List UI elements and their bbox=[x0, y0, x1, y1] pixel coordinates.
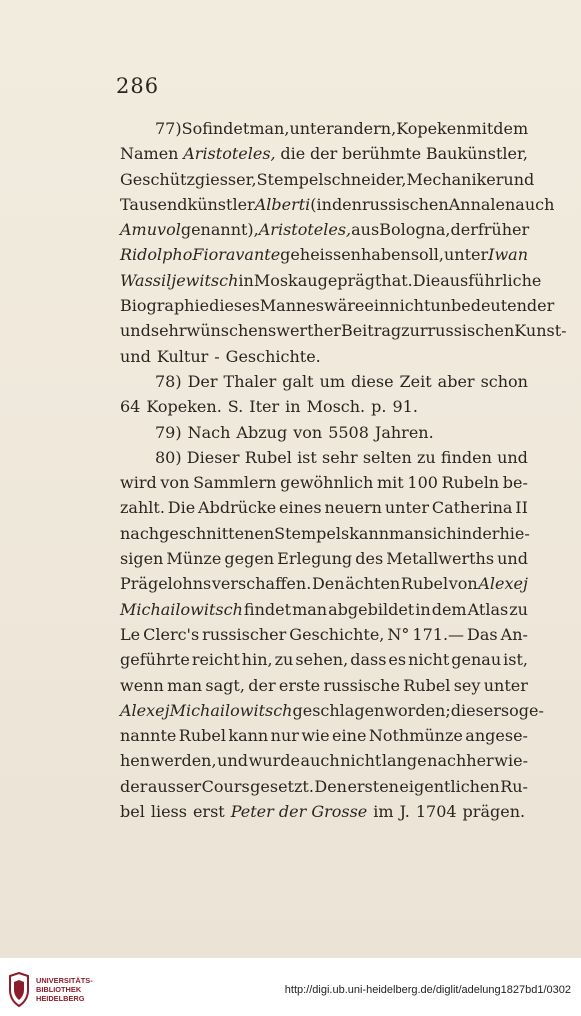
word: wenn bbox=[120, 675, 164, 695]
word: nachher bbox=[427, 751, 494, 771]
word: Iter bbox=[249, 397, 280, 417]
word: kann bbox=[228, 726, 269, 746]
word: Geschichte. bbox=[225, 346, 321, 366]
source-url[interactable]: http://digi.ub.uni-heidelberg.de/diglit/adelung1827bd1/0302 bbox=[284, 984, 571, 996]
word: nicht bbox=[340, 751, 382, 771]
word: des bbox=[355, 549, 384, 569]
word: Nach bbox=[187, 422, 231, 442]
word: gesetzt. bbox=[250, 776, 314, 796]
word: auch bbox=[300, 751, 340, 771]
page-number: 286 bbox=[116, 74, 160, 98]
word: prägen. bbox=[462, 802, 526, 822]
word: aus bbox=[351, 220, 380, 240]
word: p. bbox=[371, 397, 387, 417]
text-line bbox=[120, 141, 528, 166]
word: mit bbox=[466, 119, 494, 138]
italic-word: Amuvol bbox=[120, 220, 181, 240]
word: wie bbox=[301, 726, 330, 746]
word: (in bbox=[310, 194, 332, 214]
word: reicht bbox=[191, 650, 240, 670]
word: man bbox=[292, 599, 328, 619]
word: haben bbox=[360, 245, 411, 265]
word: Zeit bbox=[399, 371, 432, 391]
word: hat. bbox=[381, 270, 413, 290]
word: findet bbox=[202, 119, 250, 138]
word: gegen bbox=[224, 549, 275, 569]
italic-word: Michailowitsch bbox=[169, 700, 293, 720]
word: dieser bbox=[450, 700, 501, 720]
word: unter bbox=[384, 498, 429, 518]
word: erste bbox=[278, 675, 321, 695]
text-line bbox=[120, 748, 528, 773]
word: neuern bbox=[324, 498, 382, 518]
word: hin, bbox=[241, 650, 273, 670]
word: 1704 bbox=[415, 802, 457, 822]
text-line bbox=[120, 420, 528, 445]
word: unter bbox=[289, 119, 334, 138]
word: dem bbox=[493, 119, 529, 138]
text-line bbox=[120, 698, 544, 723]
italic-word: Alberti bbox=[254, 194, 311, 214]
word: Kopeken. bbox=[146, 397, 222, 417]
word: unbedeutender bbox=[430, 296, 555, 316]
text-line bbox=[120, 369, 528, 394]
word: russischer bbox=[202, 624, 287, 644]
word: in bbox=[238, 270, 254, 290]
word: So bbox=[181, 119, 203, 138]
word: ersten bbox=[347, 776, 399, 796]
text-line bbox=[120, 774, 528, 799]
word: russischen bbox=[427, 321, 515, 341]
viewer-footer bbox=[0, 958, 581, 1016]
word: Münze bbox=[166, 549, 222, 569]
text-line bbox=[120, 242, 528, 267]
text-line bbox=[120, 799, 528, 824]
word: Biographie bbox=[120, 296, 210, 316]
word: Ru- bbox=[500, 776, 528, 796]
word: ausser bbox=[147, 776, 202, 796]
text-line bbox=[120, 546, 528, 571]
word: 91. bbox=[392, 397, 418, 417]
word: werden, bbox=[150, 751, 217, 771]
word: Tausendkünstler bbox=[120, 194, 255, 214]
text-line bbox=[120, 293, 555, 318]
word: Annalen bbox=[448, 194, 516, 214]
word: nachgeschnittenen bbox=[120, 523, 275, 543]
italic-word: Fioravante bbox=[192, 245, 281, 265]
word: russische bbox=[323, 675, 400, 695]
word: Stempelschneider, bbox=[256, 169, 407, 189]
word: Rubel bbox=[178, 726, 226, 746]
word: Abzug bbox=[236, 422, 288, 442]
text-line bbox=[120, 318, 567, 343]
word: 100 bbox=[407, 473, 438, 493]
word: geheissen bbox=[280, 245, 361, 265]
word: zur bbox=[401, 321, 428, 341]
italic-word: Ridolpho bbox=[120, 245, 193, 265]
word: Den bbox=[314, 776, 347, 796]
word: Kultur bbox=[156, 346, 209, 366]
word: und bbox=[497, 549, 528, 569]
word: Nothmünze bbox=[368, 726, 463, 746]
word: Moskau bbox=[253, 270, 318, 290]
word: 5508 bbox=[328, 422, 369, 442]
word: nicht bbox=[408, 650, 450, 670]
word: man bbox=[389, 523, 425, 543]
word: von bbox=[293, 422, 323, 442]
word: Mechaniker bbox=[406, 169, 504, 189]
word: und bbox=[217, 751, 249, 771]
word: selten bbox=[362, 447, 412, 467]
word: der bbox=[450, 220, 478, 240]
word: Namen bbox=[120, 144, 179, 164]
word: man, bbox=[249, 119, 290, 138]
word: in bbox=[456, 523, 473, 543]
word: 64 bbox=[120, 397, 141, 417]
word: Rubel bbox=[244, 447, 292, 467]
word: Mannes bbox=[259, 296, 325, 316]
word: schon bbox=[480, 371, 528, 391]
italic-word: Peter der Grosse bbox=[230, 802, 368, 822]
word: der bbox=[309, 144, 338, 164]
word: es bbox=[388, 650, 407, 670]
word: Baukünstler, bbox=[425, 144, 528, 164]
body-text bbox=[120, 116, 567, 824]
word: Die bbox=[412, 270, 441, 290]
word: Der bbox=[187, 371, 218, 391]
text-line bbox=[120, 495, 528, 520]
word: wurde bbox=[248, 751, 300, 771]
heidelberg-library-logo-icon bbox=[7, 972, 31, 1008]
word: auch bbox=[515, 194, 555, 214]
word: Rubel bbox=[400, 574, 449, 594]
word: liess bbox=[150, 802, 187, 822]
word: sehr bbox=[150, 321, 187, 341]
word: erst bbox=[192, 802, 225, 822]
library-line: UNIVERSITÄTS- bbox=[36, 976, 93, 985]
word: Das bbox=[467, 624, 498, 644]
word: Mosch. bbox=[306, 397, 366, 417]
word: sich bbox=[424, 523, 457, 543]
word: und bbox=[503, 169, 535, 189]
word: den bbox=[331, 194, 362, 214]
word: Beitrag bbox=[340, 321, 402, 341]
italic-word: Wassiljewitsch bbox=[120, 270, 239, 290]
text-line bbox=[120, 723, 528, 748]
word: und bbox=[120, 321, 151, 341]
word: soge- bbox=[500, 700, 544, 720]
word: genannt), bbox=[180, 220, 259, 240]
word: die bbox=[280, 144, 306, 164]
word: aber bbox=[437, 371, 475, 391]
word: be- bbox=[502, 473, 528, 493]
text-line bbox=[120, 192, 555, 217]
word: An- bbox=[500, 624, 528, 644]
word: ist bbox=[297, 447, 317, 467]
word: berühmte bbox=[342, 144, 422, 164]
word: der bbox=[472, 523, 500, 543]
word: Catherina bbox=[431, 498, 513, 518]
word: nicht bbox=[389, 296, 431, 316]
word: sehr bbox=[322, 447, 358, 467]
word: Atlas bbox=[467, 599, 509, 619]
text-line bbox=[120, 344, 528, 369]
text-line bbox=[120, 167, 535, 192]
word: sagt, bbox=[205, 675, 245, 695]
word: soll, bbox=[410, 245, 444, 265]
word: Den bbox=[311, 574, 345, 594]
word: dass bbox=[350, 650, 387, 670]
word: Abdrücke bbox=[198, 498, 277, 518]
word: Dieser bbox=[186, 447, 240, 467]
word: S. bbox=[227, 397, 244, 417]
word: Geschichte, bbox=[289, 624, 385, 644]
text-line bbox=[120, 268, 542, 293]
word: unter bbox=[444, 245, 489, 265]
word: von bbox=[160, 473, 190, 493]
library-line: BIBLIOTHEK bbox=[36, 985, 82, 994]
word: Metallwerths bbox=[386, 549, 495, 569]
word: finden bbox=[440, 447, 492, 467]
word: mit bbox=[376, 473, 404, 493]
word: lange bbox=[381, 751, 427, 771]
word: Bologna, bbox=[379, 220, 451, 240]
italic-word: Aristoteles, bbox=[183, 144, 276, 164]
word: 171.— bbox=[412, 624, 465, 644]
italic-word: Alexej bbox=[120, 700, 170, 720]
word: bel bbox=[120, 802, 145, 822]
word: wird bbox=[120, 473, 157, 493]
word: dieses bbox=[209, 296, 260, 316]
word: von bbox=[448, 574, 478, 594]
word: 77) bbox=[155, 119, 182, 138]
word: abgebildet bbox=[328, 599, 415, 619]
word: worden; bbox=[384, 700, 451, 720]
word: sehen, bbox=[295, 650, 349, 670]
word: Geschützgiesser, bbox=[120, 169, 257, 189]
word: zu bbox=[274, 650, 294, 670]
word: ächten bbox=[345, 574, 401, 594]
word: verschaffen. bbox=[211, 574, 312, 594]
word: zu bbox=[509, 599, 528, 619]
word: hen bbox=[120, 751, 151, 771]
word: Le bbox=[120, 624, 141, 644]
text-line bbox=[120, 673, 528, 698]
word: gewöhnlich bbox=[280, 473, 374, 493]
word: geführte bbox=[120, 650, 190, 670]
word: um bbox=[319, 371, 346, 391]
word: russischen bbox=[361, 194, 449, 214]
word: angese- bbox=[465, 726, 528, 746]
word: man bbox=[167, 675, 203, 695]
word: genau bbox=[451, 650, 502, 670]
word: Die bbox=[167, 498, 196, 518]
word: findet bbox=[243, 599, 292, 619]
word: geprägt bbox=[317, 270, 382, 290]
word: hie- bbox=[499, 523, 530, 543]
text-line bbox=[120, 571, 528, 596]
word: ist, bbox=[503, 650, 528, 670]
word: Cours bbox=[201, 776, 250, 796]
word: Erlegung bbox=[277, 549, 353, 569]
word: unter bbox=[483, 675, 528, 695]
text-line bbox=[120, 445, 528, 470]
word: 78) bbox=[155, 371, 182, 391]
word: eines bbox=[279, 498, 322, 518]
word: früher bbox=[477, 220, 530, 240]
word: der bbox=[120, 776, 148, 796]
word: wie- bbox=[494, 751, 528, 771]
word: wäre bbox=[324, 296, 365, 316]
word: andern, bbox=[333, 119, 397, 138]
italic-word: Michailowitsch bbox=[120, 599, 243, 619]
text-line bbox=[120, 394, 528, 419]
library-name bbox=[36, 976, 93, 1003]
word: dem bbox=[431, 599, 467, 619]
word: eine bbox=[332, 726, 367, 746]
word: kann bbox=[349, 523, 390, 543]
word: sey bbox=[453, 675, 481, 695]
word: und bbox=[120, 346, 151, 366]
word: N° bbox=[387, 624, 410, 644]
word: diese bbox=[351, 371, 394, 391]
text-line bbox=[120, 622, 528, 647]
italic-word: Aristoteles, bbox=[258, 220, 352, 240]
text-line bbox=[120, 521, 528, 546]
library-line: HEIDELBERG bbox=[36, 994, 85, 1003]
word: Rubel bbox=[403, 675, 451, 695]
word: zu bbox=[416, 447, 436, 467]
italic-word: Iwan bbox=[488, 245, 529, 265]
word: in bbox=[285, 397, 301, 417]
word: Kunst- bbox=[514, 321, 567, 341]
word: Clerc's bbox=[143, 624, 200, 644]
text-line bbox=[120, 597, 528, 622]
word: Rubeln bbox=[441, 473, 500, 493]
word: Jahren. bbox=[374, 422, 434, 442]
word: in bbox=[415, 599, 431, 619]
word: geschlagen bbox=[292, 700, 385, 720]
word: nannte bbox=[120, 726, 177, 746]
text-line bbox=[120, 217, 528, 242]
italic-word: Alexej bbox=[478, 574, 528, 594]
word: 79) bbox=[155, 422, 182, 442]
word: und bbox=[497, 447, 528, 467]
text-line bbox=[120, 470, 528, 495]
text-line bbox=[120, 647, 528, 672]
word: Prägelohns bbox=[120, 574, 212, 594]
word: 80) bbox=[155, 447, 182, 467]
word: zahlt. bbox=[120, 498, 165, 518]
word: galt bbox=[282, 371, 314, 391]
word: II bbox=[515, 498, 528, 518]
word: nur bbox=[270, 726, 299, 746]
word: ausführliche bbox=[440, 270, 542, 290]
word: eigentlichen bbox=[399, 776, 500, 796]
text-line bbox=[120, 116, 528, 141]
word: wünschenswerther bbox=[186, 321, 341, 341]
word: - bbox=[214, 346, 220, 366]
word: sigen bbox=[120, 549, 164, 569]
word: im bbox=[373, 802, 394, 822]
word: der bbox=[248, 675, 276, 695]
word: Thaler bbox=[223, 371, 277, 391]
word: Kopeken bbox=[396, 119, 467, 138]
word: Sammlern bbox=[193, 473, 277, 493]
word: J. bbox=[399, 802, 410, 822]
word: Stempels bbox=[274, 523, 350, 543]
word: ein bbox=[364, 296, 390, 316]
